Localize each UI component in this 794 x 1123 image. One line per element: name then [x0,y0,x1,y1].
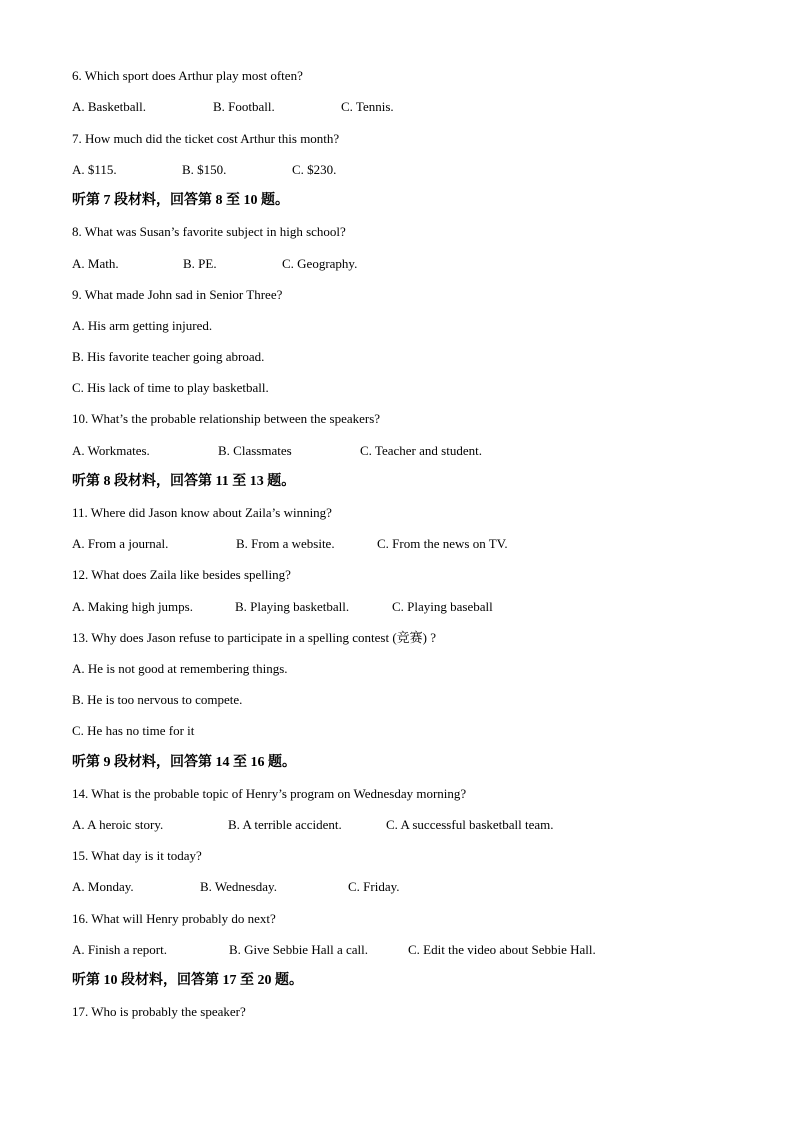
option-c: C. $230. [292,162,337,177]
question-8: 8. What was Susan’s favorite subject in high school? [72,224,346,239]
option-13a: A. He is not good at remembering things. [72,661,288,676]
question-7: 7. How much did the ticket cost Arthur this month? [72,131,340,146]
option-a: A. From a journal. [72,536,169,551]
question-11: 11. Where did Jason know about Zaila’s winning? [72,505,332,520]
option-b: B. Give Sebbie Hall a call. [229,942,368,957]
option-a: A. Math. [72,256,119,271]
question-14: 14. What is the probable topic of Henry’s program on Wednesday morning? [72,786,467,801]
section-heading-9: 听第 9 段材料，回答第 14 至 16 题。 [72,755,296,770]
question-6: 6. Which sport does Arthur play most often? [72,68,303,83]
option-a: A. Monday. [72,879,134,894]
question-9: 9. What made John sad in Senior Three? [72,287,283,302]
option-b: B. Football. [213,99,275,114]
option-13c: C. He has no time for it [72,723,195,738]
option-a: A. Making high jumps. [72,599,193,614]
option-b: B. Classmates [218,443,292,458]
question-13: 13. Why does Jason refuse to participate in a spelling contest (竞赛) ? [72,630,437,645]
option-13b: B. He is too nervous to compete. [72,692,243,707]
option-c: C. From the news on TV. [377,536,508,551]
section-heading-7: 听第 7 段材料，回答第 8 至 10 题。 [72,193,289,208]
option-b: B. From a website. [236,536,335,551]
question-15: 15. What day is it today? [72,848,202,863]
option-c: C. Edit the video about Sebbie Hall. [408,942,596,957]
option-c: C. Geography. [282,256,358,271]
question-17: 17. Who is probably the speaker? [72,1004,246,1019]
option-9b: B. His favorite teacher going abroad. [72,349,265,364]
question-10: 10. What’s the probable relationship between the speakers? [72,411,381,426]
section-heading-8: 听第 8 段材料，回答第 11 至 13 题。 [72,474,296,489]
option-c: C. Tennis. [341,99,394,114]
option-c: C. Teacher and student. [360,443,482,458]
option-b: B. $150. [182,162,227,177]
section-heading-10: 听第 10 段材料，回答第 17 至 20 题。 [72,973,303,988]
option-c: C. Playing baseball [392,599,493,614]
option-a: A. $115. [72,162,117,177]
option-9a: A. His arm getting injured. [72,318,213,333]
option-a: A. Basketball. [72,99,147,114]
option-a: A. Workmates. [72,443,150,458]
option-b: B. A terrible accident. [228,817,342,832]
option-a: A. Finish a report. [72,942,167,957]
option-b: B. PE. [183,256,217,271]
question-12: 12. What does Zaila like besides spelling? [72,567,291,582]
option-b: B. Playing basketball. [235,599,350,614]
question-16: 16. What will Henry probably do next? [72,911,276,926]
option-c: C. Friday. [348,879,400,894]
option-c: C. A successful basketball team. [386,817,554,832]
option-a: A. A heroic story. [72,817,164,832]
option-9c: C. His lack of time to play basketball. [72,380,269,395]
option-b: B. Wednesday. [200,879,277,894]
